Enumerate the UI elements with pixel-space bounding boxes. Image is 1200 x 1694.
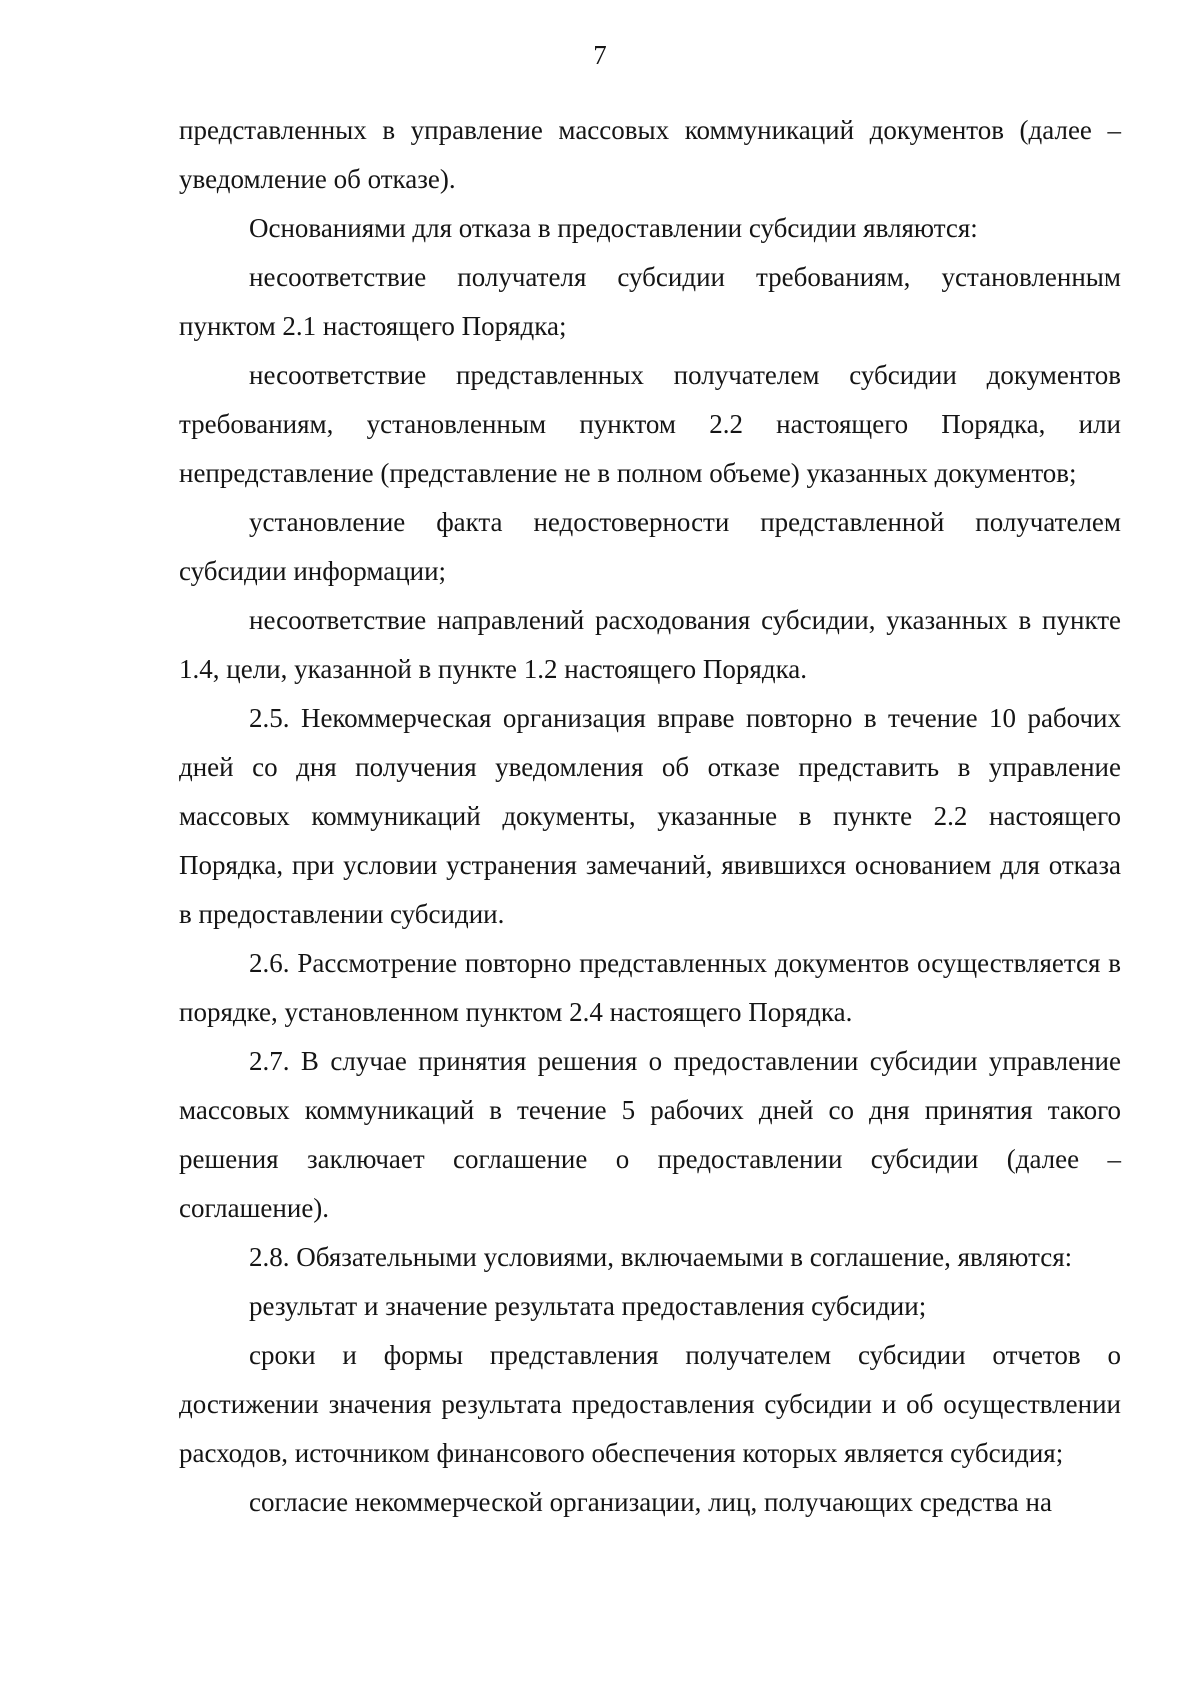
paragraph-condition-1: результат и значение результата предоставления субсидии; bbox=[249, 1291, 927, 1321]
paragraph-continuation: представленных в управление массовых коммуникаций документов (далее – уведомление об отказе). bbox=[179, 115, 1121, 194]
paragraph-2-5: 2.5. Некоммерческая организация вправе повторно в течение 10 рабочих дней со дня получения уведомления об отказе представить в управление массовых коммуникаций документы, указанные в пункте 2.2 настоящего Порядка, при условии устранения замечаний, явившихся основанием для отказа в предоставлении субсидии. bbox=[179, 703, 1121, 929]
page-number: 7 bbox=[593, 40, 607, 70]
paragraph-ground-1: несоответствие получателя субсидии требованиям, установленным пунктом 2.1 настоящего Порядка; bbox=[179, 262, 1121, 341]
paragraph-condition-3: согласие некоммерческой организации, лиц, получающих средства на bbox=[249, 1487, 1052, 1517]
document-body bbox=[179, 106, 1121, 1527]
paragraph-2-7: 2.7. В случае принятия решения о предоставлении субсидии управление массовых коммуникаций в течение 5 рабочих дней со дня принятия такого решения заключает соглашение о предоставлении субсидии (далее – соглашение). bbox=[179, 1046, 1121, 1223]
paragraph-condition-2: сроки и формы представления получателем субсидии отчетов о достижении значения результата предоставления субсидии и об осуществлении расходов, источником финансового обеспечения которых является субсидия; bbox=[179, 1340, 1121, 1468]
paragraph-ground-4: несоответствие направлений расходования субсидии, указанных в пункте 1.4, цели, указанной в пункте 1.2 настоящего Порядка. bbox=[179, 605, 1121, 684]
paragraph-ground-3: установление факта недостоверности представленной получателем субсидии информации; bbox=[179, 507, 1121, 586]
paragraph-ground-2: несоответствие представленных получателем субсидии документов требованиям, установленным пунктом 2.2 настоящего Порядка, или непредставление (представление не в полном объеме) указанных документов; bbox=[179, 360, 1121, 488]
paragraph-grounds-heading: Основаниями для отказа в предоставлении субсидии являются: bbox=[249, 213, 978, 243]
paragraph-2-8: 2.8. Обязательными условиями, включаемыми в соглашение, являются: bbox=[249, 1242, 1073, 1272]
paragraph-2-6: 2.6. Рассмотрение повторно представленных документов осуществляется в порядке, установленном пунктом 2.4 настоящего Порядка. bbox=[179, 948, 1121, 1027]
